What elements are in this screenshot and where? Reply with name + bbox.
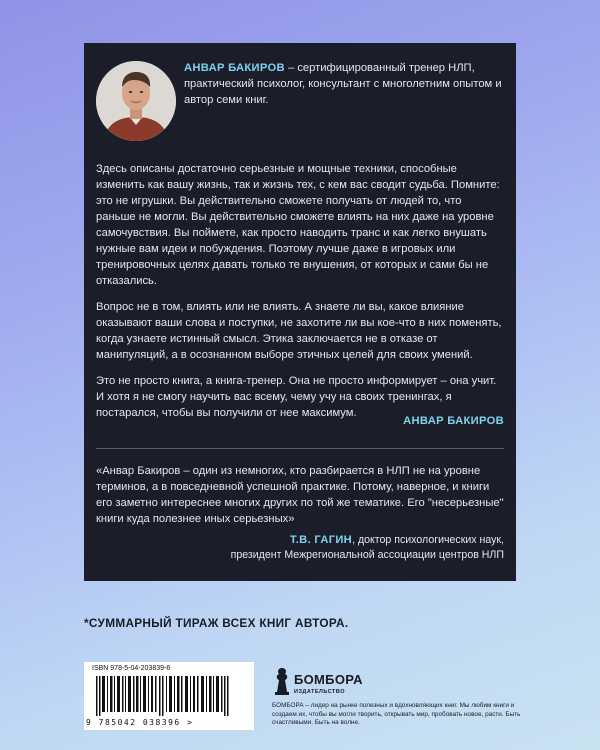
description-paragraph-1: Здесь описаны достаточно серьезные и мощные техники, способные изменить как вашу жизнь, так и жизнь тех, с кем вас сводит судьба. Помните: это не игрушки. Вы действительно сможете получать от людей то, что раньше не могли. Вы действительно сможете влиять на них даже на уровне самочувствия. Вы поймете, как просто наводить транс и как легко внушать нужные вам идеи и побуждения. Поэтому лучше даже в игровых или тренировочных целях давать только те внушения, от которых и сами бы не отказались. xyxy=(96,163,500,287)
quote-attribution xyxy=(204,533,504,563)
barcode-digits: 9 785042 038396 > xyxy=(86,718,194,727)
author-photo xyxy=(96,61,176,141)
barcode-icon xyxy=(92,676,242,716)
quote-author-title: , доктор психологических наук, xyxy=(352,534,504,546)
description-paragraph-3: Это не просто книга, а книга-тренер. Она не просто информирует – она учит. И хотя я не смогу научить вас всему, чему учу на своих тренингах, я постарался, чтобы вы получили от нее максимум. xyxy=(96,375,497,419)
publisher-subtitle: ИЗДАТЕЛЬСТВО xyxy=(294,689,346,695)
author-intro xyxy=(184,60,502,108)
circulation-footnote: *СУММАРНЫЙ ТИРАЖ ВСЕХ КНИГ АВТОРА. xyxy=(84,616,349,630)
author-portrait-icon xyxy=(96,61,176,141)
author-signature: АНВАР БАКИРОВ xyxy=(403,415,504,427)
publisher-name: БОМБОРА xyxy=(294,672,363,687)
book-description xyxy=(96,161,504,431)
publisher-logo-icon xyxy=(272,666,292,696)
review-quote: «Анвар Бакиров – один из немногих, кто разбирается в НЛП не на уровне терминов, а в повседневной успешной практике. Потому, наверное, и книги его заметно интереснее многих других по той же тематике. Его "несерьезные" книги куда полезнее иных серьезных» xyxy=(96,465,504,525)
quote-author-name: Т.В. ГАГИН xyxy=(289,534,353,546)
isbn-label: ISBN 978-5-04-203839-6 xyxy=(92,665,171,672)
quote-author-position: президент Межрегиональной ассоциации центров НЛП xyxy=(230,549,504,561)
isbn-barcode-box xyxy=(84,662,254,730)
description-paragraph-2: Вопрос не в том, влиять или не влиять. А знаете ли вы, какое влияние оказывают ваши слова и поступки, не захотите ли вы кое-что в них поменять, когда узнаете истинный смысл. Этика заключается не в отказе от манипуляций, а в осознанном выборе этичных целей для своих умений. xyxy=(96,301,502,361)
author-name: АНВАР БАКИРОВ xyxy=(184,62,285,74)
back-cover-panel xyxy=(84,43,516,581)
section-divider xyxy=(96,448,504,449)
publisher-blurb: БОМБОРА – лидер на рынке полезных и вдохновляющих книг. Мы любим книги и создаем их, чтобы вы могли творить, открывать мир, пробовать новое, расти. Быть счастливыми. Быть на волне. xyxy=(272,702,521,726)
author-bio: – сертифицированный тренер НЛП, практический психолог, консультант с многолетним опытом и автор семи книг. xyxy=(184,62,502,106)
